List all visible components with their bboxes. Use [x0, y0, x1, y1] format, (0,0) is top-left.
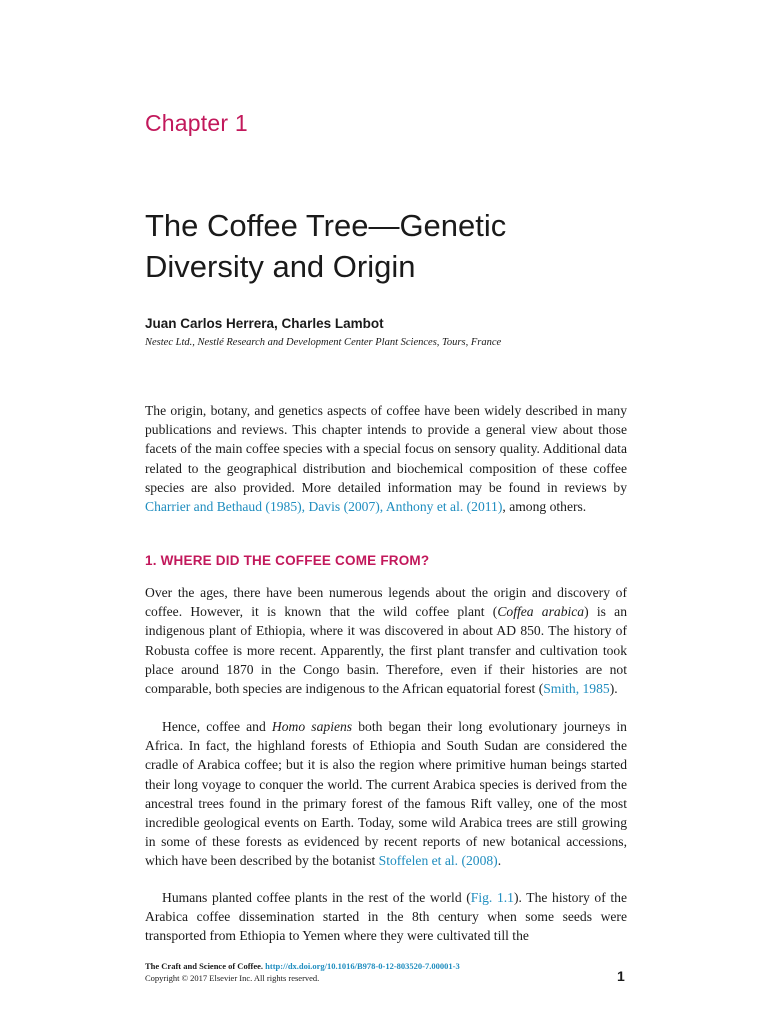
page-number: 1 [617, 968, 625, 984]
paragraph-2-text-b: both began their long evolutionary journeys in Africa. In fact, the highland forests of Ethiopia and South Sudan are considered the cradle of Arabica coffee; but it is also the region where primitive human beings started their long voyage to conquer the world. The current Arabica species is derived from the ancestral trees found in the primary forest of the famous Rift valley, one of the most incredible geological events on Earth. Today, some wild Arabica trees are still growing in some of these forests as evidenced by recent reports of new botanical accessions, which have been described by the botanist [145, 719, 627, 869]
chapter-title-line-2: Diversity and Origin [145, 249, 416, 284]
abstract-text-end: , among others. [502, 499, 587, 515]
footer [145, 960, 460, 984]
paragraph-1-text-c: ). [609, 681, 618, 697]
paragraph-2-text-c: . [497, 853, 502, 869]
paragraph-2-species: Homo sapiens [271, 719, 353, 734]
paragraph-1-text-a: Over the ages, there have been numerous legends about the origin and discovery of coffee. However, it is known that the wild coffee plant ( [145, 585, 627, 620]
paragraph-1-species: Coffea arabica [497, 604, 585, 620]
reference-link-stoffelen[interactable]: Stoffelen et al. (2008) [378, 853, 498, 869]
reference-link-smith[interactable]: Smith, 1985 [543, 681, 610, 697]
chapter-title-line-1: The Coffee Tree—Genetic [145, 208, 507, 243]
footer-copyright: Copyright © 2017 Elsevier Inc. All rights reserved. [145, 973, 320, 983]
paragraph-2-text-a: Hence, coffee and [162, 719, 272, 734]
affiliation: Nestec Ltd., Nestlé Research and Development Center Plant Sciences, Tours, France [145, 337, 502, 348]
authors: Juan Carlos Herrera, Charles Lambot [145, 316, 384, 331]
paragraph-3 [145, 888, 627, 946]
chapter-label: Chapter 1 [145, 110, 248, 136]
footer-citation [145, 960, 460, 972]
abstract-text: The origin, botany, and genetics aspects of coffee have been widely described in many publications and reviews. This chapter intends to provide a general view about those facets of the main coffee species with a special focus on sensory quality. Additional data related to the geographical distribution and biochemical composition of these coffee species are also provided. More detailed information may be found in reviews by [145, 403, 627, 495]
abstract-paragraph [145, 401, 627, 516]
section-heading: 1. WHERE DID THE COFFEE COME FROM? [145, 553, 430, 568]
footer-book-title: The Craft and Science of Coffee. [145, 961, 264, 971]
paragraph-1-text-b: ) is an indigenous plant of Ethiopia, where it was discovered in about AD 850. The history of Robusta coffee is more recent. Apparently, the first plant transfer and cultivation took place around 1870 in the Congo basin. Therefore, even if their histories are not comparable, both species are indigenous to the African equatorial forest ( [145, 604, 628, 697]
paragraph-2 [145, 717, 627, 871]
paragraph-1 [145, 583, 627, 698]
chapter-title [145, 205, 705, 287]
paragraph-3-text-b: ). The history of the Arabica coffee dissemination started in the 8th century when some seeds were transported from Ethiopia to Yemen where they were cultivated till the [145, 890, 627, 944]
doi-link[interactable]: http://dx.doi.org/10.1016/B978-0-12-803520-7.00001-3 [265, 961, 460, 971]
reference-link-reviews[interactable]: Charrier and Bethaud (1985), Davis (2007), Anthony et al. (2011) [145, 499, 503, 515]
figure-link[interactable]: Fig. 1.1 [470, 890, 514, 905]
paragraph-3-text-a: Humans planted coffee plants in the rest of the world ( [162, 890, 471, 905]
